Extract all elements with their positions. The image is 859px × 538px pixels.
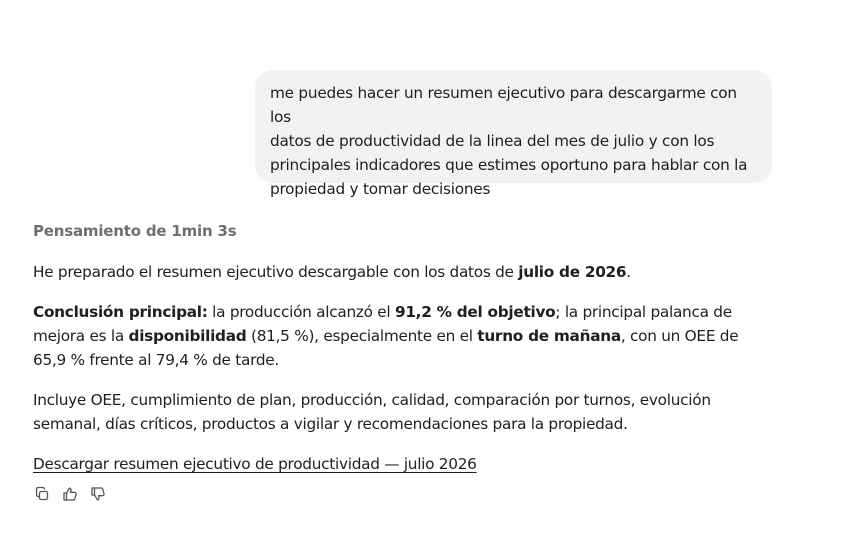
thumbs-up-icon: [62, 486, 78, 506]
download-summary-link[interactable]: Descargar resumen ejecutivo de productividad — julio 2026: [33, 455, 477, 473]
intro-bold-date: julio de 2026: [518, 263, 627, 281]
user-message-line: datos de productividad de la linea del mes de julio y con los: [270, 132, 715, 150]
user-message-line: me puedes hacer un resumen ejecutivo para descargarme con los: [270, 84, 737, 126]
thinking-duration-label[interactable]: Pensamiento de 1min 3s: [33, 222, 237, 240]
assistant-paragraph-contents: Incluye OEE, cumplimiento de plan, producción, calidad, comparación por turnos, evolución semanal, días críticos, productos a vigilar y recomendaciones para la propiedad.: [33, 391, 711, 433]
user-message-bubble: [255, 70, 772, 198]
intro-end: .: [626, 263, 631, 281]
copy-icon: [34, 486, 50, 506]
like-button[interactable]: [59, 486, 81, 506]
thumbs-down-icon: [90, 486, 106, 506]
user-message-line: principales indicadores que estimes oportuno para hablar con la: [270, 156, 748, 174]
dislike-button[interactable]: [87, 486, 109, 506]
conclusion-availability: disponibilidad: [128, 327, 247, 345]
conclusion-shift: turno de mañana: [477, 327, 621, 345]
conclusion-text: la producción alcanzó el: [207, 303, 395, 321]
assistant-paragraph-intro: [33, 260, 778, 284]
message-actions-bar: [31, 486, 109, 506]
copy-button[interactable]: [31, 486, 53, 506]
assistant-paragraph-conclusion: [33, 300, 773, 372]
intro-text: He preparado el resumen ejecutivo descargable con los datos de: [33, 263, 519, 281]
conclusion-text: ; la principal palanca de mejora es la: [33, 303, 732, 345]
conclusion-heading: Conclusión principal:: [33, 303, 208, 321]
conclusion-text: (81,5 %), especialmente en el: [246, 327, 478, 345]
conclusion-objective: 91,2 % del objetivo: [394, 303, 556, 321]
user-message-line: propiedad y tomar decisiones: [270, 180, 491, 198]
conclusion-text: , con un OEE de 65,9 % frente al 79,4 % de tarde.: [33, 327, 739, 369]
